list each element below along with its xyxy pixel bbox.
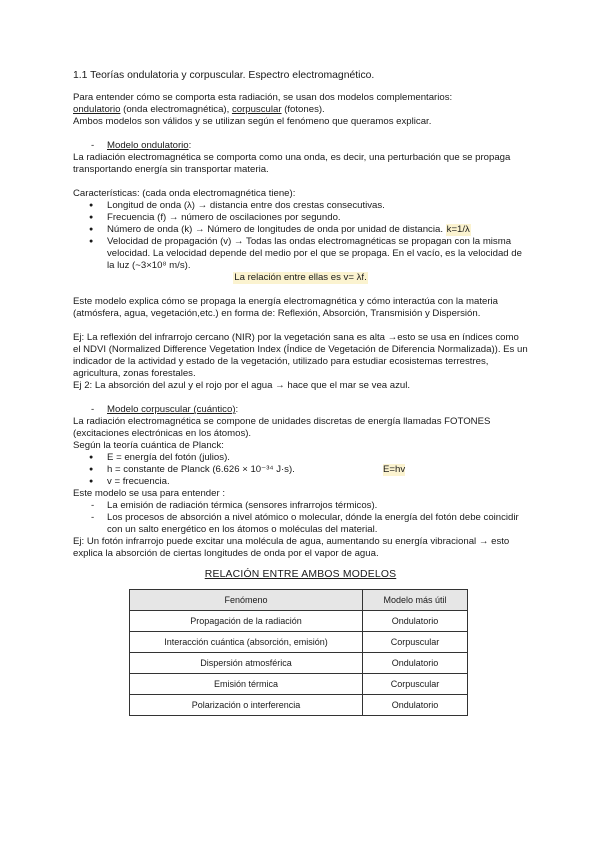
ondulatorio-paren: (onda electromagnética), — [120, 104, 232, 115]
intro-paragraph — [73, 92, 528, 128]
corpuscular-paren: (fotones). — [281, 104, 325, 115]
table-cell: Interacción cuántica (absorción, emisión) — [130, 632, 363, 653]
planck-formula: E=hv — [383, 464, 406, 475]
intro-line-1: Para entender cómo se comporta esta radiación, se usan dos modelos complementarios: — [73, 92, 453, 103]
table-row — [130, 653, 468, 674]
list-item: ● Número de onda (k) → Número de longitudes de onda por unidad de distancia. k=1/λ — [73, 224, 528, 236]
characteristics-intro: Características: (cada onda electromagnética tiene): — [73, 188, 296, 199]
list-item: - Los procesos de absorción a nivel atómico o molecular, dónde la energía del fotón debe coincidir con un salto energético en los átomos o moléculas del material. — [73, 512, 528, 536]
corpuscular-model-section — [73, 404, 528, 560]
relation-table — [129, 589, 468, 716]
table-cell: Ondulatorio — [363, 611, 468, 632]
corpuscular-model-heading: - Modelo corpuscular (cuántico): — [73, 404, 528, 416]
table-row — [130, 695, 468, 716]
list-item: ● h = constante de Planck (6.626 × 10⁻³⁴ J·s). E=hv — [73, 464, 528, 476]
relation-table-title: RELACIÓN ENTRE AMBOS MODELOS — [204, 569, 397, 580]
characteristics-list — [73, 200, 528, 272]
table-row — [130, 632, 468, 653]
wave-model-section — [73, 140, 528, 392]
section-title: 1.1 Teorías ondulatoria y corpuscular. Espectro electromagnético. — [73, 70, 375, 81]
table-cell: Corpuscular — [363, 674, 468, 695]
table-row — [130, 674, 468, 695]
corpuscular-model-description: La radiación electromagnética se compone de unidades discretas de energía llamadas FOTONES (excitaciones electrónicas en los átomos). — [73, 416, 491, 439]
table-cell: Ondulatorio — [363, 653, 468, 674]
wave-model-description: La radiación electromagnética se comporta como una onda, es decir, una perturbación que se propaga transportando energía sin transportar materia. — [73, 152, 511, 175]
intro-line-2 — [73, 104, 528, 116]
table-header-cell: Modelo más útil — [363, 590, 468, 611]
corpuscular-example: Ej: Un fotón infrarrojo puede excitar una molécula de agua, aumentando su energía vibracional → esto explica la absorción de ciertas longitudes de onda por el vapor de agua. — [73, 536, 510, 559]
ondulatorio-term: ondulatorio — [73, 104, 121, 115]
wavenumber-formula: k=1/λ — [446, 224, 470, 235]
wave-model-explains: Este modelo explica cómo se propaga la energía electromagnética y cómo interactúa con la materia (atmósfera, agua, vegetación,etc.) en forma de: Reflexión, Absorción, Transmisión y Dispersión. — [73, 296, 499, 319]
relation-line — [73, 272, 528, 284]
list-item: ● v = frecuencia. — [73, 476, 528, 488]
table-cell: Dispersión atmosférica — [130, 653, 363, 674]
table-header-cell: Fenómeno — [130, 590, 363, 611]
table-row — [130, 611, 468, 632]
list-item: ● Frecuencia (f) → número de oscilaciones por segundo. — [73, 212, 528, 224]
table-cell: Emisión térmica — [130, 674, 363, 695]
list-item: ● E = energía del fotón (julios). — [73, 452, 528, 464]
list-item: ● Velocidad de propagación (v) → Todas las ondas electromagnéticas se propagan con la misma velocidad. La velocidad depende del medio por el que se propaga. En el vacío, es la velocidad de la luz (~3×10⁸ m/s). — [73, 236, 528, 272]
document-page — [73, 70, 528, 716]
example-2: Ej 2: La absorción del azul y el rojo por el agua → hace que el mar se vea azul. — [73, 380, 411, 391]
table-cell: Ondulatorio — [363, 695, 468, 716]
planck-list — [73, 452, 528, 488]
uses-list — [73, 500, 528, 536]
used-for-intro: Este modelo se usa para entender : — [73, 488, 225, 499]
planck-intro: Según la teoría cuántica de Planck: — [73, 440, 224, 451]
corpuscular-term: corpuscular — [231, 104, 282, 115]
table-cell: Corpuscular — [363, 632, 468, 653]
list-item: ● Longitud de onda (λ) → distancia entre dos crestas consecutivas. — [73, 200, 528, 212]
list-item: - La emisión de radiación térmica (sensores infrarrojos térmicos). — [73, 500, 528, 512]
example-1: Ej: La reflexión del infrarrojo cercano (NIR) por la vegetación sana es alta →esto se usa en índices como el NDVI (Normalized Difference Vegetation Index (Índice de Vegetación de Diferencia Normalizada)). Es un indicador de la actividad y estado de la vegetación, utilizado para estudiar ecosistemas terrestres, agricultura, zonas forestales. — [73, 332, 528, 379]
table-cell: Polarización o interferencia — [130, 695, 363, 716]
intro-line-3: Ambos modelos son válidos y se utilizan según el fenómeno que queramos explicar. — [73, 116, 432, 127]
table-header-row — [130, 590, 468, 611]
wave-model-heading: - Modelo ondulatorio: — [73, 140, 528, 152]
relation-formula: La relación entre ellas es v= λf. — [234, 272, 367, 283]
table-cell: Propagación de la radiación — [130, 611, 363, 632]
